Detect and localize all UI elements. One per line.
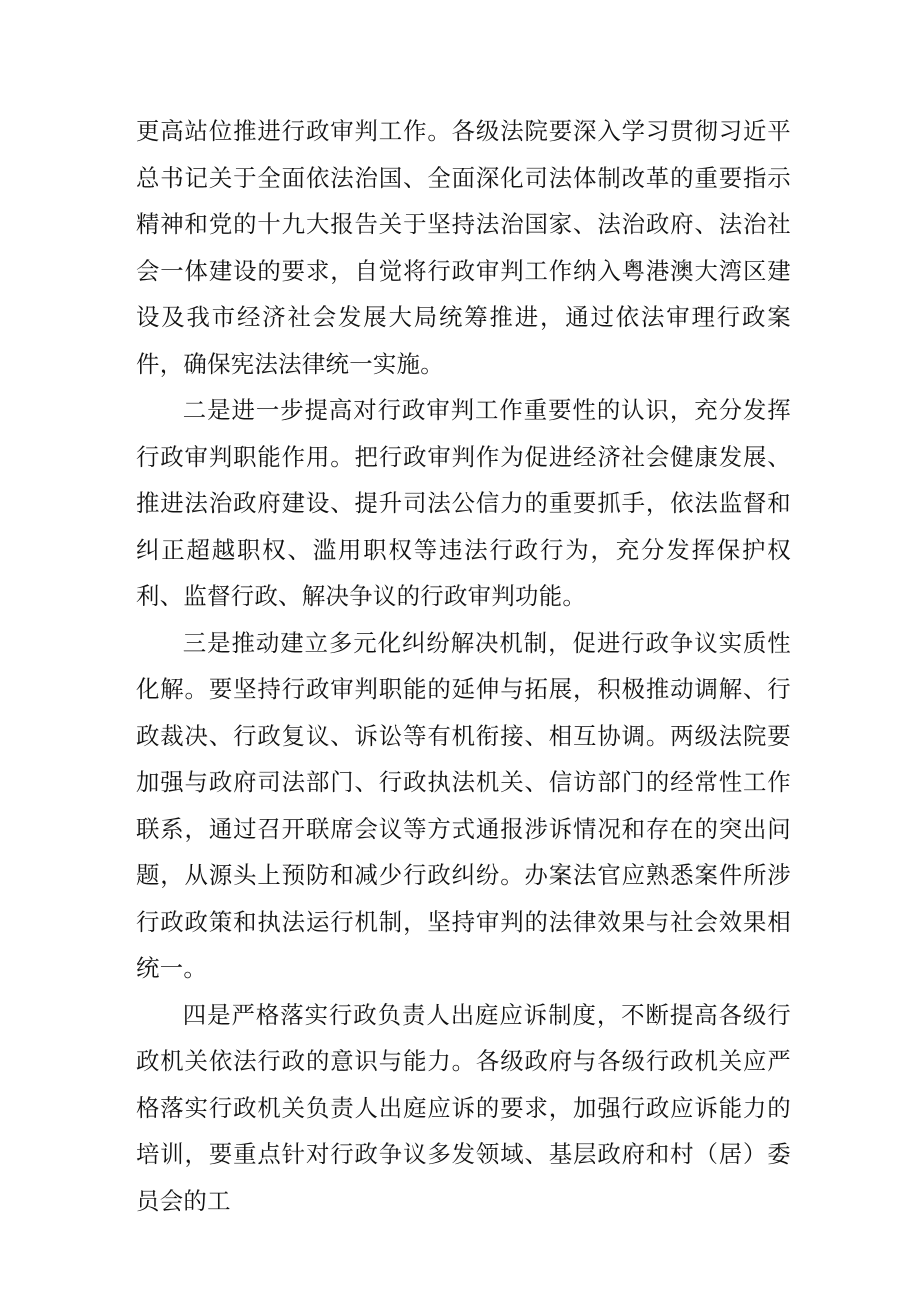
paragraph-continuation: 更高站位推进行政审判工作。各级法院要深入学习贯彻习近平总书记关于全面依法治国、全面深化司法体制改革的重要指示精神和党的十九大报告关于坚持法治国家、法治政府、法治社会一体建设的要求，自觉将行政审判工作纳入粤港澳大湾区建设及我市经济社会发展大局统筹推进，通过依法审理行政案件，确保宪法法律统一实施。 xyxy=(136,117,791,378)
paragraph-point-two: 二是进一步提高对行政审判工作重要性的认识，充分发挥行政审判职能作用。把行政审判作为促进经济社会健康发展、推进法治政府建设、提升司法公信力的重要抓手，依法监督和纠正超越职权、滥用职权等违法行政行为，充分发挥保护权利、监督行政、解决争议的行政审判功能。 xyxy=(136,396,791,610)
paragraph-point-four: 四是严格落实行政负责人出庭应诉制度，不断提高各级行政机关依法行政的意识与能力。各级政府与各级行政机关应严格落实行政机关负责人出庭应诉的要求，加强行政应诉能力的培训，要重点针对行政争议多发领域、基层政府和村（居）委员会的工 xyxy=(136,1000,791,1215)
document-body xyxy=(136,108,791,1224)
paragraph-point-three: 三是推动建立多元化纠纷解决机制，促进行政争议实质性化解。要坚持行政审判职能的延伸与拓展，积极推动调解、行政裁决、行政复议、诉讼等有机衔接、相互协调。两级法院要加强与政府司法部门、行政执法机关、信访部门的经常性工作联系，通过召开联席会议等方式通报涉诉情况和存在的突出问题，从源头上预防和减少行政纠纷。办案法官应熟悉案件所涉行政政策和执法运行机制，坚持审判的法律效果与社会效果相统一。 xyxy=(136,628,791,982)
